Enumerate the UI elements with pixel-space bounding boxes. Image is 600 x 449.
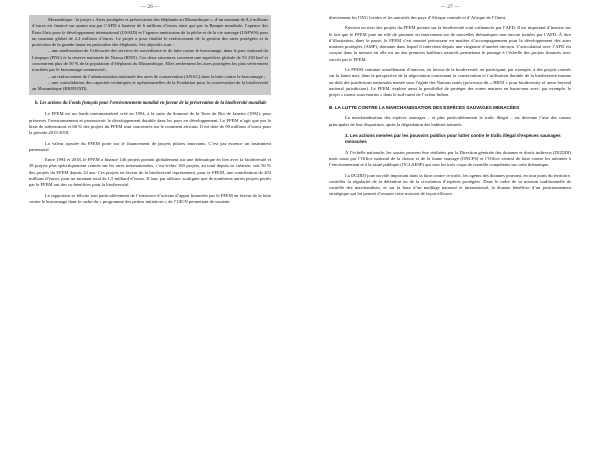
paragraph: À l’échelle nationale, les saisies peuvent être réalisées par la Direction générale des douanes et droits indirects (DGDDI) mais aussi par l’Office national de la chasse et de la faune sauvage (ONCFS) et l’Office central de lutte contre les atteintes à l’environnement et à la santé publique (OCLAESP) qui sont les trois corps de contrôle compétents sur cette thématique. (329, 149, 571, 168)
paragraph: Le rapporteur se félicite tout particulièrement de l’existence d’actions d’appui financées par le FFEM en faveur de la lutte contre le braconnage dans le cadre du « programme des petites initiatives » de l’UICN permettant de soutenir (29, 192, 271, 204)
page-number: — 26 — (140, 4, 160, 10)
right-page (300, 0, 600, 449)
paragraph: La valeur ajoutée du FFEM porte sur le financement de projets pilotes innovants. C’est par essence un instrument partenarial. (29, 140, 271, 152)
mozambique-box (29, 15, 271, 95)
paragraph: directement les ONG locales et les autorités des pays d’Afrique centrale et d’Afrique de l’Ouest. (329, 15, 507, 20)
paragraph: La marchandisation des espèces sauvages – et plus particulièrement le trafic illégal – est devenue l’une des causes principales de leur disparition, après la dégradation des habitats naturels. (329, 115, 571, 127)
subsection-heading: 1. Les actions menées par les pouvoirs publics pour lutter contre le trafic illégal d’espèces sauvages menacées (345, 132, 561, 145)
right-column (329, 15, 571, 198)
paragraph: Le FFEM est un fonds interministériel créé en 1994, à la suite du Sommet de la Terre de Rio de Janeiro (1992), pour préserver l’environnement et promouvoir le développement durable dans les pays en développement. Le FFEM n’agit que par le biais de subventions et 68 % des projets du FFEM sont concentrés sur le continent africain. Il est doté de 90 millions d’euros pour la période 2015-2018. (29, 111, 271, 136)
page-number: — 27 — (440, 4, 460, 10)
subheading: b. Les actions du Fonds français pour l’environnement mondial en faveur de la préservation de la biodiversité mondiale (35, 100, 267, 106)
paragraph: Environ un tiers des projets du FFEM portant sur la biodiversité sont cofinancés par l’AFD. Il est important d’insister sur le fait que le FFEM joue un rôle de pionnier en intervenant sur de nouvelles thématiques non encore traitées par l’AFD. À titre d’illustration, dans le passé, le FFEM s’est montré précurseur en matière d’accompagnement pour le développement des aires marines protégées (AMP), domaine dans lequel il intervient depuis une vingtaine d’années environ. L’articulation avec l’AFD est conçue dans la mesure où elle est un des premiers bailleurs naturels permettant le passage à l’échelle des projets financés avec succès par le FFEM. (329, 25, 571, 62)
paragraph: Entre 1994 et 2018, le FFEM a financé 146 projets portant globalement sur une thématique en lien avec la biodiversité et 38 projets plus spécifiquement centrés sur les aires internationales, c’est-à-dire 184 projets, au total depuis sa création, soit 56 % des projets du FFEM depuis 24 ans. Ces projets en faveur de la biodiversité représentent, pour le FFEM, une contribution de 203 millions d’euros, pour un montant total de 1,5 milliard d’euros. Il faut, par ailleurs, souligner que de nombreux autres projets portés par le FFEM ont des co-bénéfices pour la biodiversité. (29, 157, 271, 188)
box-intro: Mozambique : le projet « Aires protégées et préservation des éléphants au Mozambique », d’un montant de 8,2 millions d’euros est financé sur quatre ans par l’AFD à hauteur de 6 millions d’euros ainsi que par la Banque mondiale, l’agence des États-Unis pour le développement international (USAID) et l’agence américaine de la pêche et de la vie sauvage (USFWS) pour un montant global de 2,2 millions d’euros. Le projet a pour finalité le renforcement de la gestion des aires protégées et la protection de la grande faune en particulier des éléphants. Ses objectifs sont : (32, 17, 268, 48)
left-column (29, 15, 271, 205)
box-bullet: – un renforcement de l’administration nationale des aires de conservation (ANAC) dans la lutte contre le braconnage ; (48, 73, 266, 79)
paragraph: La DGDDI joue un rôle important dans la lutte contre ce trafic, les agents des douanes pouvant, en tout point du territoire, contrôler la régularité de la détention ou de la circulation d’espèces protégées. Dans le cadre de sa mission traditionnelle de contrôle des marchandises, et sur la base d’un maillage national et international, la douane bénéficie d’un positionnement stratégique qui lui permet d’assurer cette mission de façon efficace. (329, 172, 571, 197)
paragraph: Le FFEM continue actuellement d’innover, en faveur de la biodiversité, en participant, par exemple, à des projets centrés sur la haute mer, dans la perspective de la négociation concernant la conservation et l’utilisation durable de la biodiversité marine au-delà des juridictions nationales menée sous l’égide des Nations unies (processus dit « BBNJ » pour biodiversity of areas beyond national jurisdiction). Le FFEM, explore aussi la possibilité de protéger des zones marines en haute-mer avec, par exemple, le projet « monts sous-marins » dans le sud-ouest de l’océan Indien. (329, 67, 571, 98)
box-bullet: – une amélioration de l’efficacité des services de surveillance et de lutte contre le braconnage, dans le parc national du Limpopo (PNL) et la réserve nationale de Niassa (RNN). Ces deux structures couvrent une superficie globale de 53 230 km² et concentrent plus de 50 % de la population d’éléphants du Mozambique. Elles renferment les aires protégées les plus sévèrement touchées par le braconnage commercial ; (32, 48, 268, 73)
section-heading: B. LA LUTTE CONTRE LA MARCHANDISATION DES ESPÈCES SAUVAGES MENACÉES (329, 104, 520, 110)
box-bullet: – une consolidation des capacités techniques et opérationnelles de la Fondation pour la conservation de la biodiversité au Mozambique (BIOFUND). (32, 79, 268, 92)
